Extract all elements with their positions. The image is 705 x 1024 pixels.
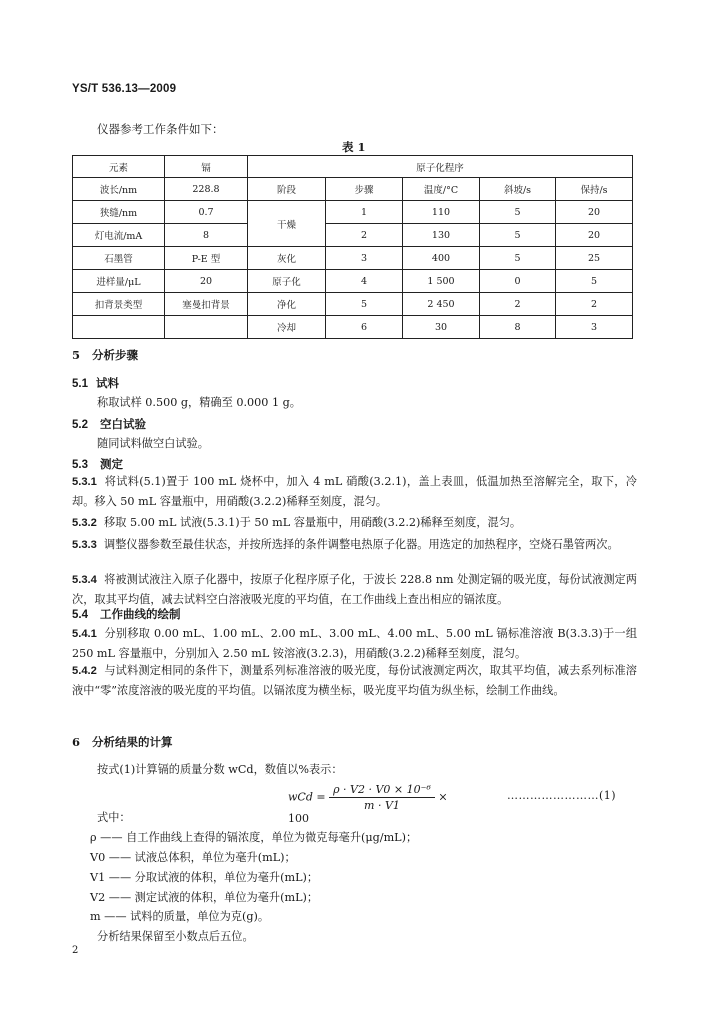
header-cadmium: 镉: [165, 156, 248, 178]
header-element: 元素: [73, 156, 165, 178]
table-cell: 波长/nm: [73, 178, 165, 201]
section-5-3-4: 5.3.4 将被测试液注入原子化器中，按原子化程序原子化，于波长 228.8 nm 处测定镉的吸光度，每份试液测定两次，取其平均值，减去试料空白溶液吸光度的平均值，在工作曲线上查出相应的镉浓度。: [72, 573, 637, 606]
table-cell: 保持/s: [556, 178, 633, 201]
table-cell: 5: [480, 201, 556, 224]
table-cell: 2: [556, 293, 633, 316]
table-cell: 400: [403, 247, 480, 270]
table-cell: 1 500: [403, 270, 480, 293]
table-cell: 5: [326, 293, 403, 316]
table-cell: 阶段: [248, 178, 326, 201]
table-cell: 0.7: [165, 201, 248, 224]
table-cell: 2: [480, 293, 556, 316]
table-row: [73, 316, 633, 339]
var-v2: V2 —— 测定试液的体积，单位为毫升(mL)；: [90, 891, 319, 904]
table-cell: 30: [403, 316, 480, 339]
table-cell: 石墨管: [73, 247, 165, 270]
table-cell: 冷却: [248, 316, 326, 339]
section-5-3-2: 5.3.2 移取 5.00 mL 试液(5.3.1)于 50 mL 容量瓶中，用硝酸(3.2.2)稀释至刻度，混匀。: [72, 516, 522, 529]
formula-denominator: m · V1: [364, 799, 400, 812]
table-row: [73, 247, 633, 270]
table-cell: 20: [556, 201, 633, 224]
formula-tail: × 100: [288, 790, 448, 825]
table-cell: 温度/°C: [403, 178, 480, 201]
section-5-3-1: 5.3.1 将试料(5.1)置于 100 mL 烧杯中，加入 4 mL 硝酸(3.2.1)，盖上表皿，低温加热至溶解完全，取下，冷却。移入 50 mL 容量瓶中，用硝酸(3.2.2)稀释至刻度，混匀。: [72, 475, 637, 508]
conditions-table: [72, 155, 633, 339]
section-5-1-body: 称取试样 0.500 g，精确至 0.000 1 g。: [97, 396, 301, 409]
table-row: [73, 224, 633, 247]
table-cell: 灯电流/mA: [73, 224, 165, 247]
section-5-3-heading: 5.3 测定: [72, 457, 124, 471]
table-row: [73, 270, 633, 293]
table-cell: 130: [403, 224, 480, 247]
table-cell: 20: [165, 270, 248, 293]
formula-numerator: ρ · V2 · V0 × 10⁻⁶: [329, 783, 435, 798]
calc-lead: 按式(1)计算镉的质量分数 wCd，数值以%表示：: [97, 763, 343, 776]
table-cell: 4: [326, 270, 403, 293]
page-number: 2: [72, 945, 79, 956]
table-cell: 斜坡/s: [480, 178, 556, 201]
table-row: [73, 293, 633, 316]
formula-1: [288, 783, 448, 825]
table-cell: [73, 316, 165, 339]
table-cell: 狭缝/nm: [73, 201, 165, 224]
header-atomization-program: 原子化程序: [248, 156, 633, 178]
table-cell: 灰化: [248, 247, 326, 270]
table-cell: 3: [556, 316, 633, 339]
table-cell: 20: [556, 224, 633, 247]
table-cell: 5: [556, 270, 633, 293]
where-label: 式中：: [97, 811, 131, 824]
table-row: [73, 178, 633, 201]
table-cell: 6: [326, 316, 403, 339]
formula-fraction: [329, 783, 435, 812]
table-cell: 0: [480, 270, 556, 293]
equation-number: ……………………(1): [507, 789, 617, 802]
section-5-2-body: 随同试料做空白试验。: [97, 437, 209, 450]
table-cell: 2 450: [403, 293, 480, 316]
section-5-2-heading: 5.2 空白试验: [72, 417, 147, 431]
section-5-4-1: 5.4.1 分别移取 0.00 mL、1.00 mL、2.00 mL、3.00 mL、4.00 mL、5.00 mL 镉标准溶液 B(3.3.3)于一组 250 mL 容量瓶中，分别加入 2.50 mL 铵溶液(3.2.3)，用硝酸(3.2.2)稀释至刻度，混匀。: [72, 627, 638, 660]
var-v0: V0 —— 试液总体积，单位为毫升(mL)；: [90, 851, 296, 864]
table-cell: 5: [480, 224, 556, 247]
table-cell: 净化: [248, 293, 326, 316]
table-cell: 原子化: [248, 270, 326, 293]
table-cell: P-E 型: [165, 247, 248, 270]
table-row: [73, 201, 633, 224]
table-cell: 干燥: [248, 201, 326, 247]
table-cell: 塞曼扣背景: [165, 293, 248, 316]
table-cell: 8: [480, 316, 556, 339]
formula-lhs: wCd =: [288, 790, 326, 804]
table-cell: 25: [556, 247, 633, 270]
section-5-4-2: 5.4.2 与试料测定相同的条件下，测量系列标准溶液的吸光度，每份试液测定两次，取其平均值，减去系列标准溶液中“零”浓度溶液的吸光度的平均值。以镉浓度为横坐标，吸光度平均值为纵坐标，绘制工作曲线。: [72, 664, 637, 697]
table-cell: 进样量/μL: [73, 270, 165, 293]
section-5-1-heading: 5.1 试料: [72, 376, 120, 390]
table-cell: 扣背景类型: [73, 293, 165, 316]
intro-text: 仪器参考工作条件如下：: [97, 122, 224, 136]
standard-code: YS/T 536.13—2009: [72, 83, 177, 95]
table-cell: 3: [326, 247, 403, 270]
section-5-3-3: 5.3.3 调整仪器参数至最佳状态，并按所选择的条件调整电热原子化器。用选定的加热程序，空烧石墨管两次。: [72, 538, 619, 551]
table-cell: 228.8: [165, 178, 248, 201]
var-rho: ρ —— 自工作曲线上查得的镉浓度，单位为微克每毫升(μg/mL)；: [90, 831, 418, 844]
table-cell: 1: [326, 201, 403, 224]
table-cell: 110: [403, 201, 480, 224]
section-5-heading: 5 分析步骤: [72, 348, 139, 362]
table-cell: 5: [480, 247, 556, 270]
rounding-note: 分析结果保留至小数点后五位。: [97, 930, 254, 943]
table-cell: 8: [165, 224, 248, 247]
section-6-heading: 6 分析结果的计算: [72, 735, 173, 749]
var-m: m —— 试料的质量，单位为克(g)。: [90, 910, 270, 923]
table-cell: 2: [326, 224, 403, 247]
table-caption: 表 1: [342, 140, 366, 154]
var-v1: V1 —— 分取试液的体积，单位为毫升(mL)；: [90, 871, 319, 884]
table-header-row: [73, 156, 633, 178]
table-cell: [165, 316, 248, 339]
section-5-4-heading: 5.4 工作曲线的绘制: [72, 607, 181, 621]
table-cell: 步骤: [326, 178, 403, 201]
